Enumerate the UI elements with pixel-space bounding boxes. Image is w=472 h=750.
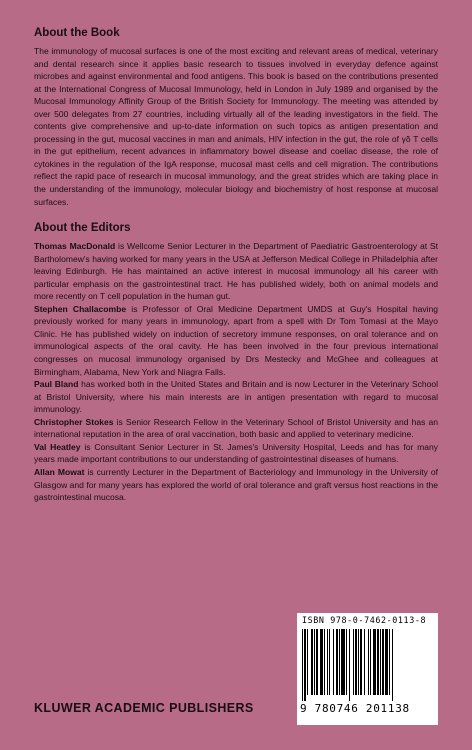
editor-bio-text: has worked both in the United States and Britain and is now Lecturer in the Veterinary School at Bristol University, where his main interests are in antigen presentation with regard to mucosal immunology.	[34, 379, 439, 415]
barcode-icon	[302, 629, 433, 701]
about-editors-section	[34, 221, 438, 503]
editor-name: Allan Mowat	[34, 466, 85, 477]
editor-bio	[34, 303, 438, 378]
isbn-barcode-box	[297, 613, 438, 725]
about-book-text: The immunology of mucosal surfaces is one of the most exciting and relevant areas of medical, veterinary and dental research since it applies basic research to tissues involved in everyday defence against microbes and against environmental and food antigens. This book is based on the contributions presented at the International Congress of Mucosal Immunology, held in London in July 1989 and organised by the Mucosal Immunology Affinity Group of the British Society for Immunology. The meeting was attended by over 500 delegates from 27 countries, including virtually all of the leading investigators in the field. The contents give comprehensive and up-to-date information on such topics as antigen presentation and processing in the gut, mucosal vaccines in man and animals, HIV infection in the gut, the role of γδ T cells in the gut epithelium, recent advances in inflammatory bowel disease and coeliac disease, the role of cytokines in the regulation of the IgA response, mucosal mast cells and cell migration. The contributions reflect the rapid pace of research in mucosal immunology, and the great strides which are taking place in the understanding of the immunology, molecular biology and biochemistry of host response at mucosal surfaces.	[34, 46, 438, 207]
editor-bio	[34, 240, 438, 303]
editor-bio-text: is Consultant Senior Lecturer in St. James's University Hospital, Leeds and has for many years made important contributions to our understanding of gastrointestinal diseases of humans.	[34, 441, 438, 465]
editor-bio-text: is currently Lecturer in the Department of Bacteriology and Immunology in the University of Glasgow and for many years has explored the world of oral tolerance and graft versus host reactions in the gastrointestinal mucosa.	[34, 466, 439, 503]
editor-bio-text: is Professor of Oral Medicine Department UMDS at Guy's Hospital having previously worked for many years in immunology, apart from a spell with Dr Tom Tomasi at the Mayo Clinic. He has published widely on induction of secretory immune responses, on oral tolerance and on immunological aspects of the oral cavity. He has been involved in the four previous international congresses on mucosal immunology organised by Drs Mestecky and McGhee and colleagues at Birmingham, Alabama, New York and Niagra Falls.	[34, 303, 438, 377]
editor-name: Stephen Challacombe	[34, 303, 127, 314]
about-book-heading: About the Book	[34, 27, 120, 39]
editor-name: Val Heatley	[34, 441, 81, 452]
barcode-number: 9 780746 201138	[300, 702, 410, 715]
editor-bio	[34, 416, 438, 441]
editor-bio	[34, 466, 438, 504]
editor-name: Christopher Stokes	[34, 416, 114, 427]
publisher-name: KLUWER ACADEMIC PUBLISHERS	[34, 701, 254, 715]
editor-bio	[34, 441, 438, 466]
isbn-label: ISBN 978-0-7462-0113-8	[302, 615, 427, 625]
editor-bio	[34, 378, 438, 416]
editor-bio-text: is Wellcome Senior Lecturer in the Department of Paediatric Gastroenterology at St Bartholomew's having worked for many years in the USA at Jefferson Medical College in Philadelphia after leaving Edinburgh. He has maintained an active interest in mucosal immunology all his career with particular emphasis on the gastrointestinal tract. He has published widely, both on animal models and more recently on T cell population in the human gut.	[34, 241, 438, 302]
editor-name: Thomas MacDonald	[34, 241, 116, 252]
editor-bio-text: is Senior Research Fellow in the Veterinary School of Bristol University and has an international reputation in the area of oral vaccination, both basic and applied to veterinary medicine.	[34, 416, 438, 440]
back-cover-text	[34, 26, 438, 504]
editor-name: Paul Bland	[34, 379, 79, 390]
about-editors-heading: About the Editors	[34, 222, 131, 235]
